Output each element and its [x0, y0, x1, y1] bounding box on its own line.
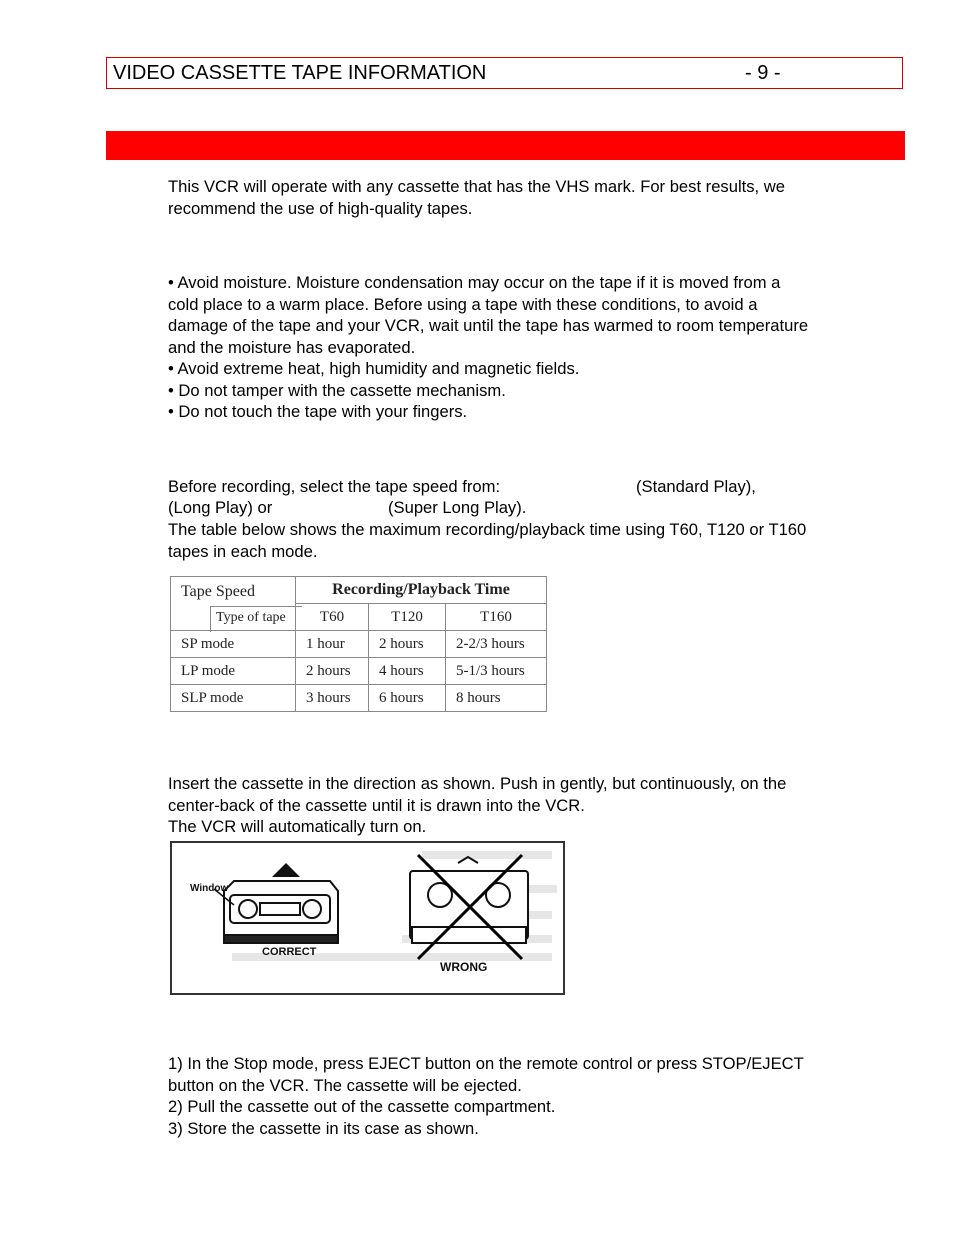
cassette-insert-figure	[170, 841, 565, 995]
table-col-t60: T60	[296, 604, 369, 631]
care-line: damage of the tape and your VCR, wait until the tape has warmed to room temperature	[168, 316, 809, 335]
table-cell: 2 hours	[369, 631, 446, 658]
wrong-cassette-icon	[410, 857, 528, 943]
insert-line: Insert the cassette in the direction as shown. Push in gently, but continuously, on the	[168, 774, 787, 793]
table-cell: 1 hour	[296, 631, 369, 658]
table-header-speed: Tape Speed	[171, 577, 296, 631]
page-title: VIDEO CASSETTE TAPE INFORMATION	[113, 62, 487, 84]
table-header-time: Recording/Playback Time	[296, 577, 547, 604]
speed-line-1	[168, 476, 500, 498]
insert-paragraph	[168, 773, 903, 838]
table-cell-mode: LP mode	[171, 658, 296, 685]
correct-cassette-icon	[224, 881, 338, 943]
table-row	[171, 658, 547, 685]
eject-line: 1) In the Stop mode, press EJECT button on the remote control or press STOP/EJECT	[168, 1054, 804, 1073]
eject-line: 2) Pull the cassette out of the cassette compartment.	[168, 1097, 556, 1116]
window-label: Window	[190, 883, 229, 894]
insert-arrow-icon	[272, 863, 300, 877]
table-cell: 3 hours	[296, 685, 369, 712]
table-cell: 2-2/3 hours	[446, 631, 547, 658]
care-line: • Do not tamper with the cassette mechanism.	[168, 380, 506, 400]
page-number: - 9 -	[745, 62, 781, 84]
correct-label: CORRECT	[262, 946, 317, 958]
eject-line: button on the VCR. The cassette will be ejected.	[168, 1075, 522, 1095]
recording-time-table	[170, 576, 547, 712]
care-line: • Do not touch the tape with your fingers.	[168, 402, 468, 421]
care-list	[168, 272, 903, 423]
care-line: • Avoid extreme heat, high humidity and magnetic fields.	[168, 359, 580, 378]
table-header-type: Type of tape	[216, 610, 286, 625]
speed-sp-label: (Standard Play),	[636, 477, 756, 496]
table-cell: 2 hours	[296, 658, 369, 685]
table-col-t160: T160	[446, 604, 547, 631]
table-col-t120: T120	[369, 604, 446, 631]
speed-paragraph	[168, 519, 903, 562]
eject-paragraph	[168, 1053, 903, 1139]
care-line: and the moisture has evaporated.	[168, 337, 416, 357]
table-row	[171, 631, 547, 658]
table-cell-mode: SLP mode	[171, 685, 296, 712]
table-cell: 5-1/3 hours	[446, 658, 547, 685]
care-line: • Avoid moisture. Moisture condensation may occur on the tape if it is moved from a	[168, 273, 781, 292]
speed-text: Before recording, select the tape speed from:	[168, 477, 501, 496]
table-cell: 4 hours	[369, 658, 446, 685]
table-cell-mode: SP mode	[171, 631, 296, 658]
eject-line: 3) Store the cassette in its case as shown.	[168, 1118, 479, 1138]
cassette-illustration	[172, 843, 563, 993]
intro-line: This VCR will operate with any cassette that has the VHS mark. For best results, we	[168, 177, 785, 196]
care-line: cold place to a warm place. Before using a tape with these conditions, to avoid a	[168, 294, 758, 314]
intro-paragraph	[168, 176, 903, 219]
speed-line: tapes in each mode.	[168, 541, 318, 561]
intro-line: recommend the use of high-quality tapes.	[168, 198, 473, 218]
insert-line: The VCR will automatically turn on.	[168, 817, 427, 836]
table-row	[171, 685, 547, 712]
speed-slp-label: (Super Long Play).	[388, 498, 527, 517]
wrong-label: WRONG	[440, 960, 488, 974]
section-bar	[106, 131, 905, 160]
table-cell: 6 hours	[369, 685, 446, 712]
speed-line: The table below shows the maximum recording/playback time using T60, T120 or T160	[168, 520, 807, 539]
insert-line: center-back of the cassette until it is drawn into the VCR.	[168, 795, 585, 815]
table-cell: 8 hours	[446, 685, 547, 712]
speed-lp-label: (Long Play) or	[168, 498, 273, 517]
